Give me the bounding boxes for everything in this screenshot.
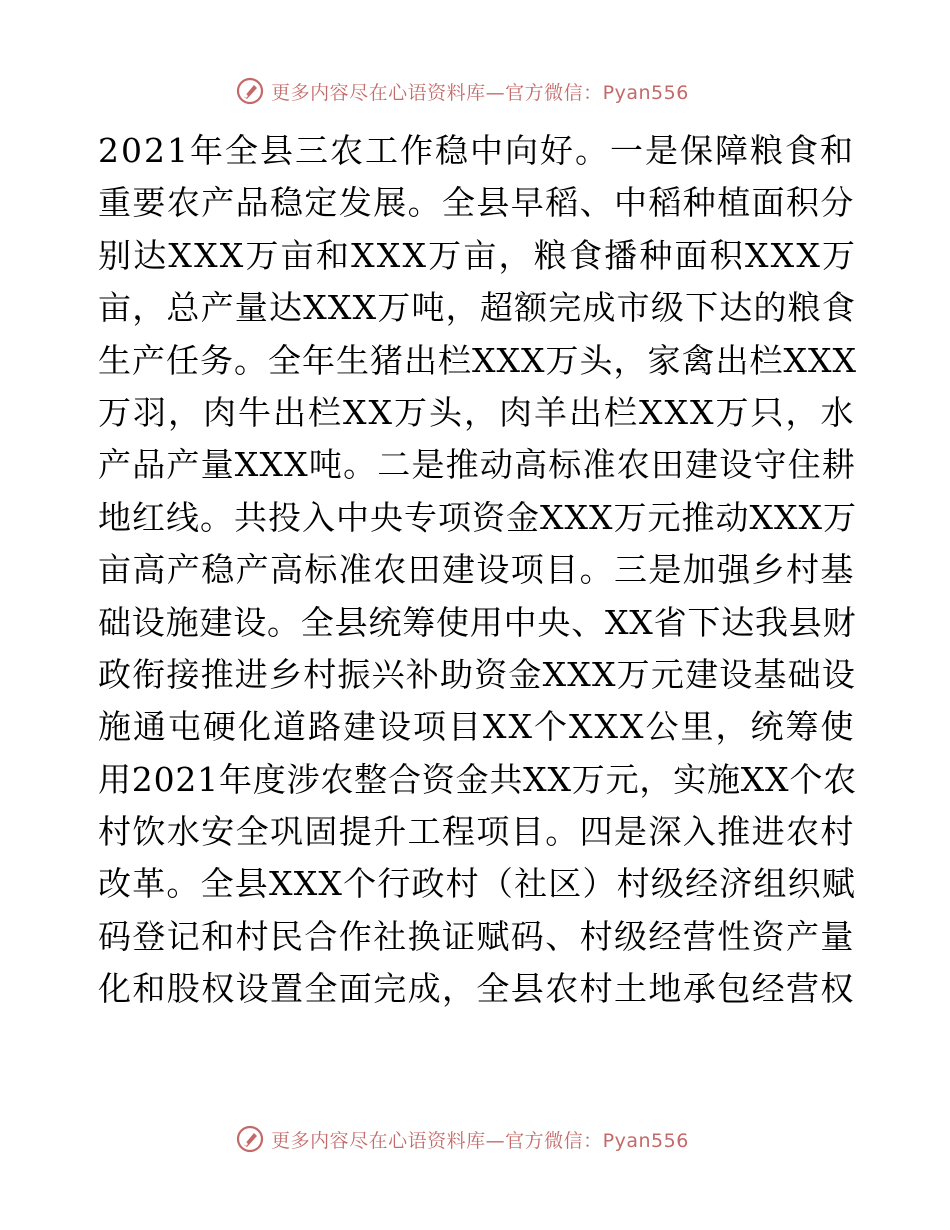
text-line: 亩高产稳产高标准农田建设项目。三是加强乡村基 bbox=[98, 550, 855, 590]
text-line: 政衔接推进乡村振兴补助资金XXX万元建设基础设 bbox=[98, 654, 857, 694]
text-line: 产品产量XXX吨。二是推动高标准农田建设守住耕 bbox=[98, 445, 857, 485]
text-line: 重要农产品稳定发展。全县早稻、中稻种植面积分 bbox=[98, 183, 855, 223]
text-line: 础设施建设。全县统筹使用中央、XX省下达我县财 bbox=[98, 602, 857, 642]
watermark-header bbox=[0, 71, 950, 111]
watermark-footer bbox=[0, 1119, 950, 1159]
text-line: 施通屯硬化道路建设项目XX个XXX公里，统筹使 bbox=[98, 707, 856, 747]
text-line: 用2021年度涉农整合资金共XX万元，实施XX个农 bbox=[98, 759, 857, 799]
watermark-text: 更多内容尽在心语资料库—官方微信：Pyan556 bbox=[271, 1129, 689, 1152]
text-line: 码登记和村民合作社换证赋码、村级经营性资产量 bbox=[98, 916, 855, 956]
pen-nib-logo-icon bbox=[235, 76, 265, 106]
body-text bbox=[98, 125, 858, 1016]
text-line: 别达XXX万亩和XXX万亩，粮食播种面积XXX万 bbox=[98, 235, 858, 275]
pen-nib-logo-icon bbox=[235, 1124, 265, 1154]
text-line: 化和股权设置全面完成，全县农村土地承包经营权 bbox=[98, 969, 855, 1009]
text-line: 地红线。共投入中央专项资金XXX万元推动XXX万 bbox=[98, 497, 857, 537]
text-line: 生产任务。全年生猪出栏XXX万头，家禽出栏XXX bbox=[98, 340, 857, 380]
text-line: 村饮水安全巩固提升工程项目。四是深入推进农村 bbox=[98, 812, 855, 852]
text-line: 亩，总产量达XXX万吨，超额完成市级下达的粮食 bbox=[98, 288, 857, 328]
text-line: 改革。全县XXX个行政村（社区）村级经济组织赋 bbox=[98, 864, 857, 904]
watermark-text: 更多内容尽在心语资料库—官方微信：Pyan556 bbox=[271, 81, 689, 104]
text-line: 万羽，肉牛出栏XX万头，肉羊出栏XXX万只，水 bbox=[98, 392, 856, 432]
text-line: 2021年全县三农工作稳中向好。一是保障粮食和 bbox=[98, 131, 855, 170]
